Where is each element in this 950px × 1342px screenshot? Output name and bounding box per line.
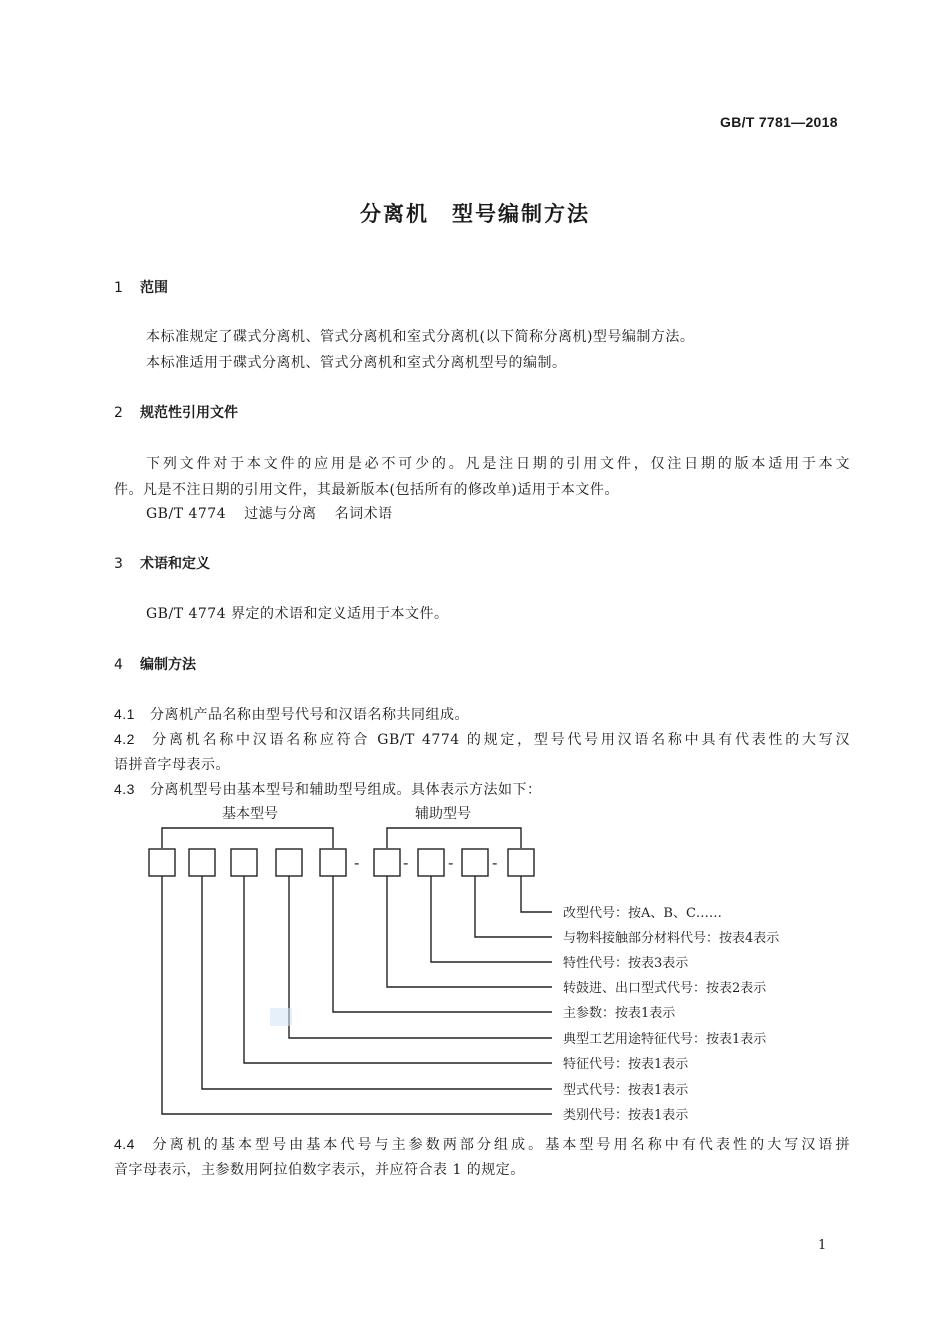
code-box-category: [149, 849, 175, 876]
aux-model-bracket: [387, 828, 521, 848]
code-box-feature: [231, 849, 257, 876]
code-box-characteristic: [418, 849, 444, 876]
section-1-title: 范围: [140, 280, 168, 296]
section-1-paragraph-2: 本标准适用于碟式分离机、管式分离机和室式分离机型号的编制。: [146, 355, 567, 371]
section-2-paragraph-2: 件。凡是不注日期的引用文件，其最新版本(包括所有的修改单)适用于本文件。: [114, 482, 619, 498]
label-process-feature-code: 典型工艺用途特征代号：按表1表示: [563, 1032, 767, 1047]
separator-2: -: [403, 853, 409, 872]
label-material-code: 与物料接触部分材料代号：按表4表示: [563, 931, 780, 946]
separator-4: -: [492, 853, 498, 872]
separator-3: -: [448, 853, 454, 872]
standard-code: GB/T 7781—2018: [720, 114, 838, 130]
label-modification-code: 改型代号：按A、B、C……: [563, 906, 722, 921]
basic-model-bracket: [162, 828, 333, 848]
reference-code: GB/T 4774: [146, 506, 227, 522]
code-box-process-feature: [276, 849, 302, 876]
clause-text: 分离机产品名称由型号代号和汉语名称共同组成。: [150, 707, 469, 723]
section-3-paragraph-1: GB/T 4774 界定的术语和定义适用于本文件。: [146, 606, 449, 622]
section-1-number: 1: [114, 280, 123, 296]
label-inlet-outlet-code: 转鼓进、出口型式代号：按表2表示: [563, 981, 767, 996]
clause-number: 4.2: [114, 731, 135, 747]
label-characteristic-code: 特性代号：按表3表示: [563, 956, 689, 971]
clause-4-4-continuation: 音字母表示，主参数用阿拉伯数字表示，并应符合表 1 的规定。: [114, 1162, 525, 1178]
clause-number: 4.4: [114, 1136, 135, 1152]
clause-text: 分离机型号由基本型号和辅助型号组成。具体表示方法如下：: [150, 782, 542, 798]
watermark-logo: [270, 1008, 292, 1026]
basic-model-label: 基本型号: [222, 806, 278, 822]
label-category-code: 类别代号：按表1表示: [563, 1108, 689, 1123]
section-2-number: 2: [114, 405, 123, 421]
section-1-paragraph-1: 本标准规定了碟式分离机、管式分离机和室式分离机(以下简称分离机)型号编制方法。: [146, 329, 695, 345]
aux-model-label: 辅助型号: [415, 806, 471, 822]
section-4-title: 编制方法: [140, 657, 196, 673]
clause-number: 4.3: [114, 781, 135, 797]
document-title: 分离机 型号编制方法: [360, 202, 590, 226]
label-feature-code: 特征代号：按表1表示: [563, 1057, 689, 1072]
clause-4-4: [114, 1134, 850, 1154]
reference-name: 过滤与分离: [244, 506, 317, 522]
section-3-title: 术语和定义: [140, 556, 210, 572]
reference-term: 名词术语: [334, 506, 393, 522]
code-box-inlet-outlet: [374, 849, 400, 876]
code-box-material: [462, 849, 488, 876]
clause-text: 分离机名称中汉语名称应符合 GB/T 4774 的规定，型号代号用汉语名称中具有代表性的大写汉: [150, 732, 850, 748]
page-number: 1: [818, 1238, 827, 1253]
code-box-main-parameter: [320, 849, 346, 876]
code-box-type: [189, 849, 215, 876]
code-box-modification: [508, 849, 534, 876]
section-2-title: 规范性引用文件: [140, 405, 238, 421]
label-main-parameter: 主参数：按表1表示: [563, 1006, 676, 1021]
section-3-number: 3: [114, 556, 123, 572]
clause-text: 分离机的基本型号由基本代号与主参数两部分组成。基本型号用名称中有代表性的大写汉语拼: [150, 1137, 850, 1153]
label-type-code: 型式代号：按表1表示: [563, 1083, 689, 1098]
section-4-number: 4: [114, 657, 123, 673]
section-2-paragraph-1: 下列文件对于本文件的应用是必不可少的。凡是注日期的引用文件，仅注日期的版本适用于本文: [146, 456, 850, 472]
clause-number: 4.1: [114, 706, 135, 722]
clause-4-2-continuation: 语拼音字母表示。: [114, 757, 230, 773]
separator-1: -: [354, 853, 360, 872]
